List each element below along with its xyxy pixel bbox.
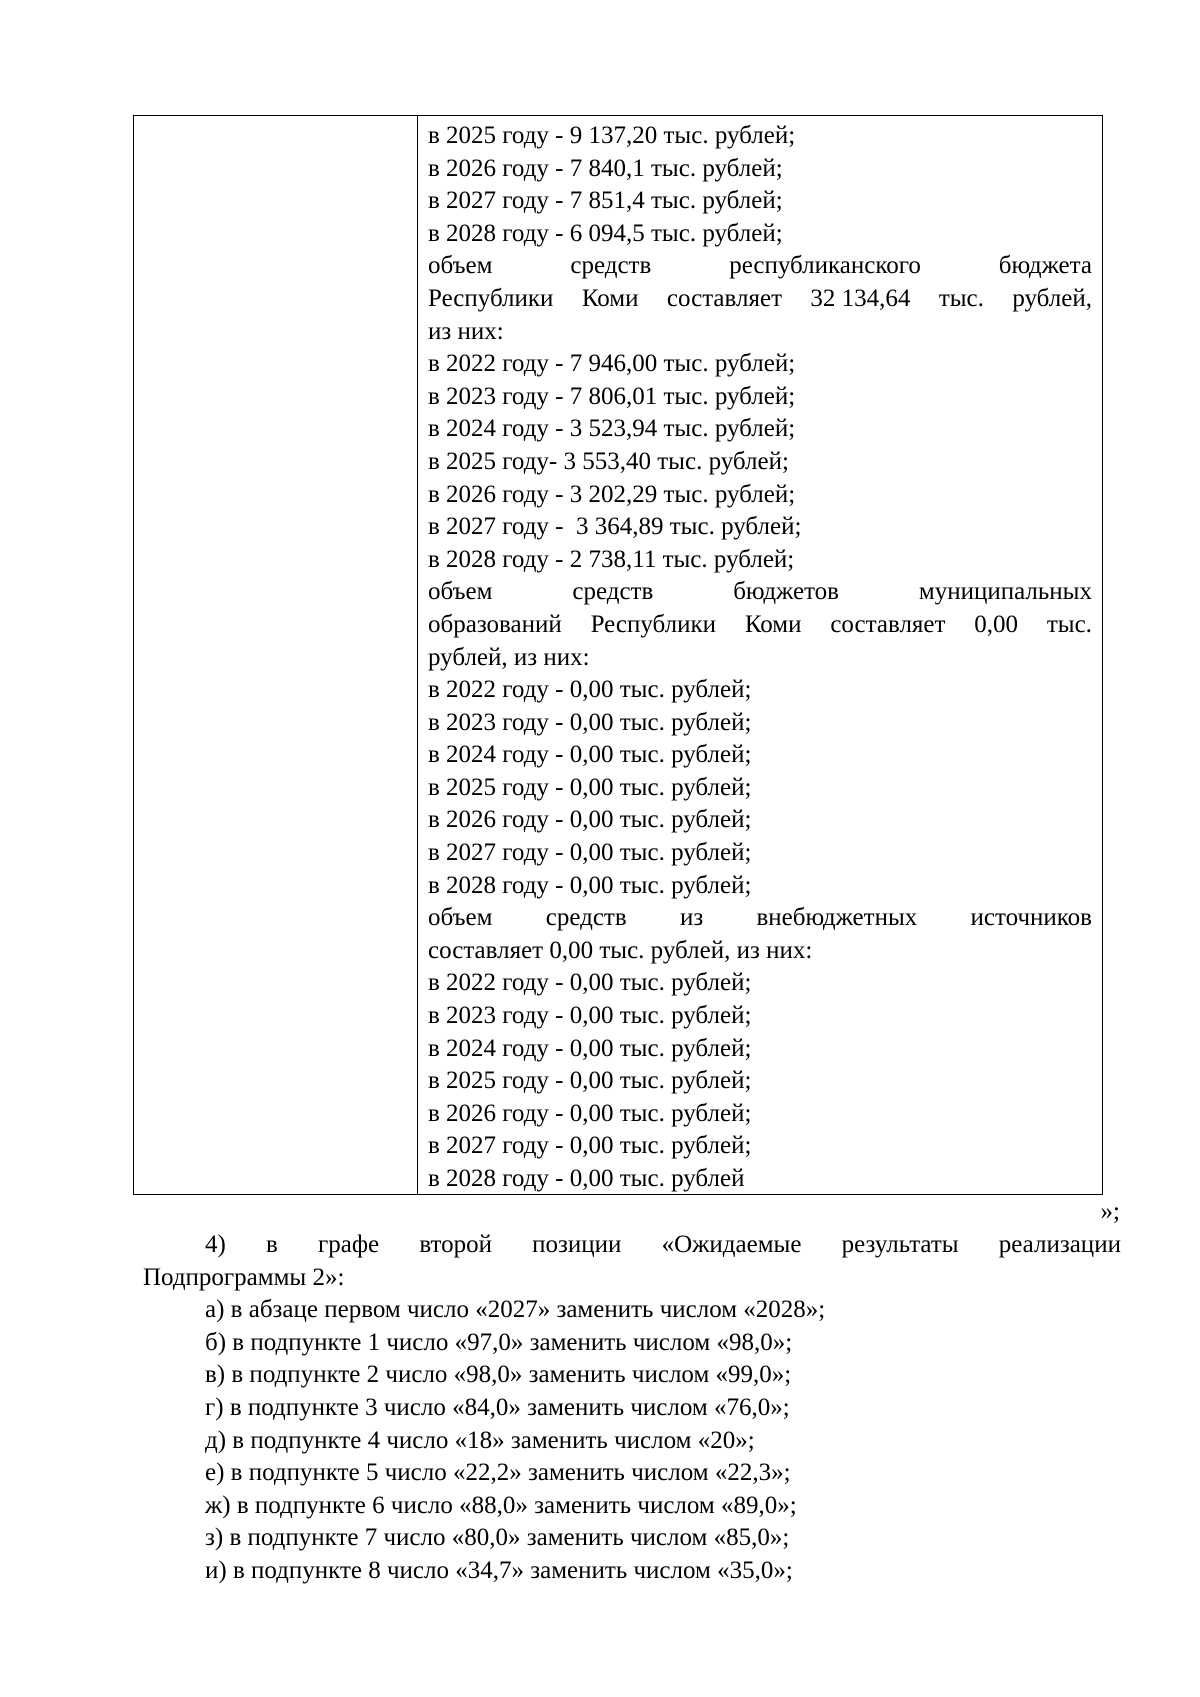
table-line: в 2022 году - 0,00 тыс. рублей; xyxy=(428,676,752,704)
table-line: в 2027 году - 7 851,4 тыс. рублей; xyxy=(428,187,783,215)
table-line: в 2027 году - 3 364,89 тыс. рублей; xyxy=(428,513,802,541)
table-line: в 2028 году - 0,00 тыс. рублей; xyxy=(428,871,752,899)
table-word: Коми xyxy=(744,610,802,638)
table-line: в 2028 году - 0,00 тыс. рублей xyxy=(428,1165,745,1192)
list-item: и) в подпункте 8 число «34,7» заменить числом «35,0»; xyxy=(205,1556,793,1584)
table-word: средств xyxy=(570,252,652,280)
paragraph-word: позиции xyxy=(532,1231,622,1258)
table-line: в 2025 году- 3 553,40 тыс. рублей; xyxy=(428,447,789,475)
table-line: в 2024 году - 0,00 тыс. рублей; xyxy=(428,1034,752,1062)
paragraph-word: графе xyxy=(317,1231,380,1258)
paragraph-second-line: Подпрограммы 2»: xyxy=(143,1263,345,1291)
table-left-cell xyxy=(134,116,418,1194)
table-line: в 2026 году - 3 202,29 тыс. рублей; xyxy=(428,480,796,508)
table-line: в 2023 году - 0,00 тыс. рублей; xyxy=(428,708,752,736)
table-line: в 2026 году - 0,00 тыс. рублей; xyxy=(428,806,752,834)
table-word: из xyxy=(679,904,704,932)
table-word: объем xyxy=(428,578,493,606)
list-item: в) в подпункте 2 число «98,0» заменить числом «99,0»; xyxy=(205,1361,792,1389)
table-line xyxy=(428,576,1092,609)
table-line: в 2023 году - 7 806,01 тыс. рублей; xyxy=(428,382,796,410)
table-line: в 2025 году - 0,00 тыс. рублей; xyxy=(428,773,752,801)
table-word: муниципальных xyxy=(918,578,1092,606)
table-line: в 2024 году - 0,00 тыс. рублей; xyxy=(428,741,752,769)
table-word: республиканского xyxy=(729,252,921,280)
table-word: средств xyxy=(545,904,627,932)
table-word: средств xyxy=(572,578,654,606)
table-word: объем xyxy=(428,904,493,932)
table-word: составляет xyxy=(830,610,946,638)
table-line: в 2024 году - 3 523,94 тыс. рублей; xyxy=(428,415,796,443)
paragraph-first-line xyxy=(143,1229,1121,1262)
paragraph-word: «Ожидаемые xyxy=(661,1231,802,1258)
table-line xyxy=(428,902,1092,935)
table-word: бюджетов xyxy=(733,578,839,606)
paragraph-word: реализации xyxy=(998,1231,1121,1258)
list-item: ж) в подпункте 6 число «88,0» заменить числом «89,0»; xyxy=(205,1491,797,1519)
table-word: Республики xyxy=(428,284,554,312)
list-item: е) в подпункте 5 число «22,2» заменить числом «22,3»; xyxy=(205,1459,791,1487)
table-line xyxy=(428,609,1092,642)
table-word: образований xyxy=(428,610,562,638)
table-word: объем xyxy=(428,252,493,280)
list-item: д) в подпункте 4 число «18» заменить числом «20»; xyxy=(205,1426,755,1454)
paragraph-word: в xyxy=(266,1231,278,1258)
list-item: а) в абзаце первом число «2027» заменить числом «2028»; xyxy=(205,1296,826,1324)
table-right-cell xyxy=(418,116,1102,1194)
table-line: в 2022 году - 0,00 тыс. рублей; xyxy=(428,969,752,997)
list-item: г) в подпункте 3 число «84,0» заменить числом «76,0»; xyxy=(205,1393,790,1421)
table-word: внебюджетных xyxy=(756,904,918,932)
table-line xyxy=(428,250,1092,283)
table-line: в 2026 году - 7 840,1 тыс. рублей; xyxy=(428,154,783,182)
paragraph-word: результаты xyxy=(841,1231,959,1258)
table-word: тыс. xyxy=(938,284,984,312)
table-line: рублей, из них: xyxy=(428,643,590,671)
table-line: в 2028 году - 6 094,5 тыс. рублей; xyxy=(428,219,783,247)
table-line: в 2023 году - 0,00 тыс. рублей; xyxy=(428,1002,752,1030)
table-word: Коми xyxy=(581,284,639,312)
table-word: рублей, xyxy=(1012,284,1092,312)
amendment-list xyxy=(143,1294,1121,1587)
closing-quote: »; xyxy=(1100,1198,1120,1225)
funding-table xyxy=(133,115,1103,1195)
table-word: бюджета xyxy=(998,252,1092,280)
paragraph-word: второй xyxy=(419,1231,492,1258)
table-word: тыс. xyxy=(1046,610,1092,638)
table-line: в 2022 году - 7 946,00 тыс. рублей; xyxy=(428,350,796,378)
table-line: в 2026 году - 0,00 тыс. рублей; xyxy=(428,1099,752,1127)
table-line: в 2025 году - 9 137,20 тыс. рублей; xyxy=(428,122,796,149)
paragraph-word: 4) xyxy=(205,1231,226,1258)
table-word: 0,00 xyxy=(974,610,1019,638)
table-line xyxy=(428,283,1092,316)
table-word: Республики xyxy=(590,610,717,638)
table-line: составляет 0,00 тыс. рублей, из них: xyxy=(428,936,813,964)
table-line: в 2027 году - 0,00 тыс. рублей; xyxy=(428,839,752,867)
table-line: в 2027 году - 0,00 тыс. рублей; xyxy=(428,1132,752,1160)
table-line: в 2025 году - 0,00 тыс. рублей; xyxy=(428,1067,752,1095)
list-item: б) в подпункте 1 число «97,0» заменить числом «98,0»; xyxy=(205,1328,793,1356)
table-word: 32 134,64 xyxy=(810,284,911,312)
table-line: в 2028 году - 2 738,11 тыс. рублей; xyxy=(428,545,795,573)
table-line: из них: xyxy=(428,317,504,345)
list-item: з) в подпункте 7 число «80,0» заменить числом «85,0»; xyxy=(205,1524,790,1552)
table-word: источников xyxy=(970,904,1092,932)
amendment-paragraph xyxy=(143,1229,1121,1588)
table-word: составляет xyxy=(666,284,783,312)
